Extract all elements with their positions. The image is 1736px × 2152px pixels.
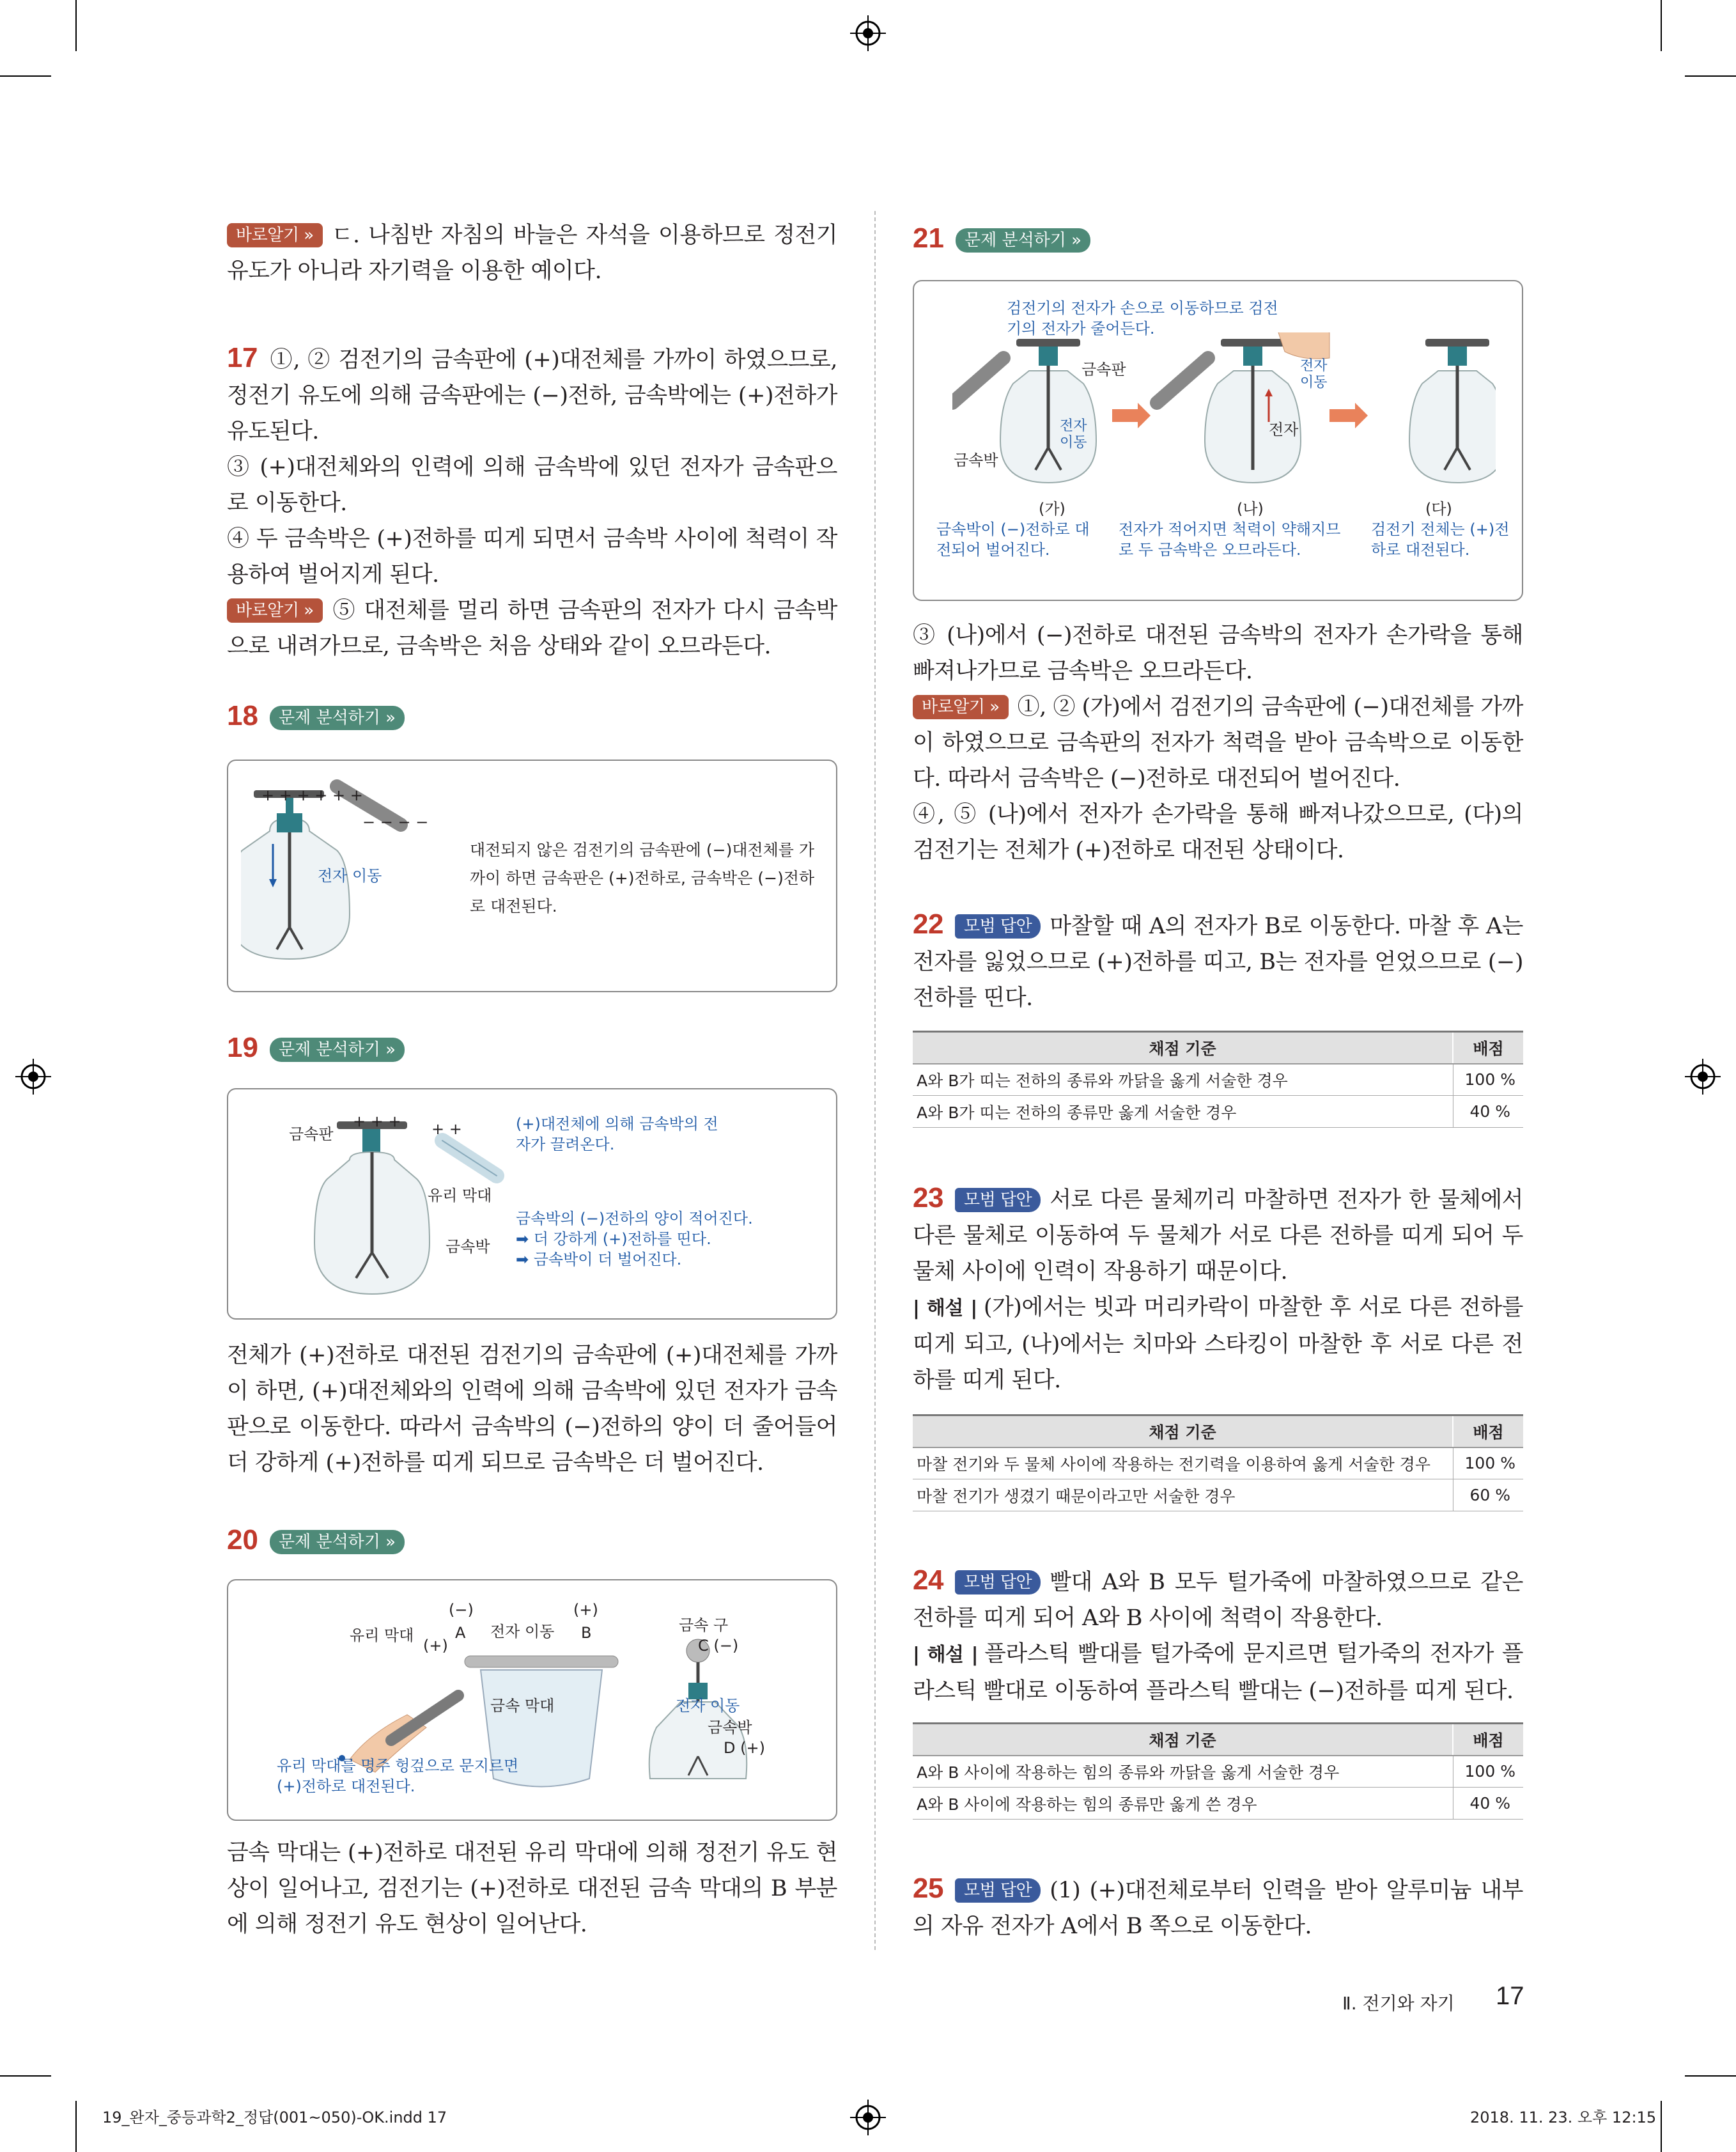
crop-mark [0,75,51,77]
electron-move-label: 전자 이동 [318,867,382,885]
q21-paragraph-3: ④, ⑤ (나)에서 전자가 손가락을 통해 빠져나갔으므로, (다)의 검전기는 전체가 (+)전하로 대전된 상태이다. [913,802,1523,863]
plate-label: 금속판 [289,1125,334,1143]
analysis-badge: 문제 분석하기 » [956,228,1090,253]
q19-note-2: 금속박의 (−)전하의 양이 적어진다. ➡ 더 강하게 (+)전하를 띤다. ➡ 금속박이 더 벌어진다. [516,1210,753,1268]
metal-rod-label: 금속 막대 [490,1697,555,1715]
label-ga: (가) [1039,500,1066,518]
q21-paragraph-2: 바로알기 » ①, ② (가)에서 검전기의 금속판에 (−)대전체를 가까이 하였으므로 금속판의 전자가 척력을 받아 금속박으로 이동한다. 따라서 금속박은 (−)전하로 대전되어 벌어진다. [913,694,1523,791]
electron-label: 전자 [1269,421,1299,439]
model-answer-badge: 모범 답안 [955,1878,1041,1903]
q20-heading: 20 문제 분석하기 » [227,1524,414,1556]
q21-heading: 21 문제 분석하기 » [913,222,1099,254]
correction-badge: 바로알기 » [227,598,323,623]
left-column [227,217,837,664]
model-answer-badge: 모범 답안 [955,1570,1041,1595]
q18-heading: 18 문제 분석하기 » [227,700,414,732]
slug-file: 19_완자_중등과학2_정답(001~050)-OK.indd 17 [102,2109,447,2126]
q22-answer: 22 모범 답안 마찰할 때 A의 전자가 B로 이동한다. 마찰 후 A는 전자를 잃었으므로 (+)전하를 띠고, B는 전자를 얻었으므로 (−)전하를 띤다. [913,908,1523,1011]
crop-mark [1661,0,1662,51]
label-na: (나) [1237,500,1264,518]
q23-answer: 23 모범 답안 서로 다른 물체끼리 마찰하면 전자가 한 물체에서 다른 물체로 이동하여 두 물체가 서로 다른 전하를 띠게 되어 두 물체 사이에 인력이 작용하기 때문이다. | 해설 | (가)에서는 빗과 머리카락이 마찰한 후 서로 다른 전하를 띠게 되고, (나)에서는 치마와 스타킹이 마찰한 후 서로 다른 전하를 띠게 된다. [913,1182,1523,1393]
table-row: 마찰 전기와 두 물체 사이에 작용하는 전기력을 이용하여 옳게 서술한 경우 100 % [913,1447,1523,1479]
electron-move-label-2: 전자 이동 [1300,358,1328,391]
end-b-label: B [581,1624,592,1642]
end-a-minus-label: (−) [449,1601,474,1619]
correction-badge: 바로알기 » [913,695,1009,719]
table-row: A와 B 사이에 작용하는 힘의 종류와 까닭을 옳게 서술한 경우 100 % [913,1756,1523,1788]
q17-paragraph-4: 바로알기 » ⑤ 대전체를 멀리 하면 금속판의 전자가 다시 금속박으로 내려가므로, 금속박은 처음 상태와 같이 오므라든다. [227,598,837,659]
analysis-badge: 문제 분석하기 » [270,706,405,730]
caption-na: 전자가 적어지면 척력이 약해지므로 두 금속박은 오므라든다. [1119,520,1341,559]
q20-text: 금속 막대는 (+)전하로 대전된 유리 막대에 의해 정전기 유도 현상이 일어나고, 검전기는 (+)전하로 대전된 금속 막대의 B 부분에 의해 정전기 유도 현상이 일어난다. [227,1840,837,1937]
electron-move-label-2: 전자 이동 [676,1697,740,1715]
slug-date: 2018. 11. 23. 오후 12:15 [1470,2109,1657,2126]
running-title: Ⅱ. 전기와 자기 [1342,1993,1455,2014]
correction-badge: 바로알기 » [227,223,323,247]
table-row: A와 B 사이에 작용하는 힘의 종류만 옳게 쓴 경우 40 % [913,1788,1523,1820]
crop-mark [1685,2075,1736,2077]
crop-mark [75,0,77,51]
foil-label: 금속박 [446,1238,490,1256]
q19-note-1: (+)대전체에 의해 금속박의 전자가 끌려온다. [516,1115,718,1153]
table-row: A와 B가 띠는 전하의 종류와 까닭을 옳게 서술한 경우 100 % [913,1064,1523,1096]
electroscope-diagram [311,1115,541,1313]
q18-caption: 대전되지 않은 검전기의 금속판에 (−)대전체를 가까이 하면 금속판은 (+)전하로, 금속박은 (−)전하로 대전된다. [470,841,815,916]
point-c-label: C (−) [698,1637,739,1655]
q19-text: 전체가 (+)전하로 대전된 검전기의 금속판에 (+)대전체를 가까이 하면, (+)대전체와의 인력에 의해 금속박에 있던 전자가 금속판으로 이동한다. 따라서 금속박의 (−)전하의 양이 더 줄어들어 더 강하게 (+)전하를 띠게 되므로 금속박은 더 벌어진다. [227,1343,837,1476]
end-b-plus-label: (+) [573,1601,598,1619]
q21-top-note: 검전기의 전자가 손으로 이동하므로 검전기의 전자가 줄어든다. [1007,299,1278,338]
crop-mark [0,2075,51,2077]
q24-answer: 24 모범 답안 빨대 A와 B 모두 털가죽에 마찰하였으므로 같은 전하를 띠게 되어 A와 B 사이에 척력이 작용한다. | 해설 | 플라스틱 빨대를 털가죽에 문지르면 털가죽의 전자가 플라스틱 빨대로 이동하여 플라스틱 빨대는 (−)전하를 띠게 된다. [913,1564,1524,1704]
registration-mark-icon [850,2100,886,2135]
q21-answer [913,618,1523,868]
glass-rod-label: 유리 막대 [350,1626,414,1644]
label-da: (다) [1425,500,1452,518]
q20-figure-box [227,1579,837,1821]
explanation-label: | 해설 | [913,1297,977,1320]
question-number: 17 [227,342,258,373]
end-a-label: A [455,1624,466,1642]
q17-paragraph-2: ③ (+)대전체와의 인력에 의해 금속박에 있던 전자가 금속판으로 이동한다. [227,455,837,516]
metal-ball-label: 금속 구 [679,1616,729,1634]
rod-plus-label: (+) [423,1637,448,1655]
question-number: 25 [913,1873,943,1904]
q21-paragraph-1: ③ (나)에서 (−)전하로 대전된 금속박의 전자가 손가락을 통해 빠져나가므로 금속박은 오므라든다. [913,623,1523,684]
crop-mark [75,2101,77,2152]
model-answer-badge: 모범 답안 [955,1188,1041,1212]
plus-charges-label: + + + + + + [261,786,363,804]
table-row: 마찰 전기가 생겼기 때문이라고만 서술한 경우 60 % [913,1479,1523,1511]
q18-figure-box [227,760,837,992]
model-answer-badge: 모범 답안 [955,914,1041,939]
registration-mark-icon [15,1059,51,1095]
q17-paragraph-3: ④ 두 금속박은 (+)전하를 띠게 되면서 금속박 사이에 척력이 작용하여 벌어지게 된다. [227,526,837,588]
electron-move-label: 전자 이동 [490,1623,555,1641]
rod-plus-charges-label: + + [431,1120,462,1138]
q23-grading-table: 채점 기준 배점 마찰 전기와 두 물체 사이에 작용하는 전기력을 이용하여 옳게 서술한 경우 100 % 마찰 전기가 생겼기 때문이라고만 서술한 경우 60 % [913,1414,1523,1511]
q19-figure-box [227,1088,837,1320]
minus-charges-label: − − − − [362,813,429,831]
q17-paragraph-1: 17 ①, ② 검전기의 금속판에 (+)대전체를 가까이 하였으므로, 정전기 유도에 의해 금속판에는 (−)전하, 금속박에는 (+)전하가 유도된다. [227,342,837,444]
caption-da: 검전기 전체는 (+)전하로 대전된다. [1371,520,1510,559]
foil-label: 금속박 [954,451,998,469]
q20-note: 유리 막대를 명주 헝겊으로 문지르면 (+)전하로 대전된다. [277,1757,519,1795]
q22-grading-table: 채점 기준 배점 A와 B가 띠는 전하의 종류와 까닭을 옳게 서술한 경우 100 % A와 B가 띠는 전하의 종류만 옳게 서술한 경우 40 % [913,1031,1523,1128]
q21-figure-box [913,280,1523,601]
question-number: 24 [913,1564,943,1596]
glass-rod-label: 유리 막대 [428,1187,492,1205]
plate-label: 금속판 [1081,361,1126,378]
crop-mark [1661,2101,1662,2152]
registration-mark-icon [1685,1059,1721,1095]
caption-ga: 금속박이 (−)전하로 대전되어 벌어진다. [936,520,1090,559]
point-d-label: D (+) [724,1739,765,1757]
column-divider [874,211,876,1950]
q19-heading: 19 문제 분석하기 » [227,1032,414,1064]
electron-move-label: 전자 이동 [1060,418,1087,451]
q24-grading-table: 채점 기준 배점 A와 B 사이에 작용하는 힘의 종류와 까닭을 옳게 서술한 경우 100 % A와 B 사이에 작용하는 힘의 종류만 옳게 쓴 경우 40 % [913,1722,1523,1820]
table-row: A와 B가 띠는 전하의 종류만 옳게 서술한 경우 40 % [913,1096,1523,1128]
foil-label: 금속박 [708,1719,752,1736]
crop-mark [1685,75,1736,77]
registration-mark-icon [850,15,886,51]
analysis-badge: 문제 분석하기 » [270,1038,405,1062]
explanation-label: | 해설 | [913,1644,979,1666]
analysis-badge: 문제 분석하기 » [270,1530,405,1554]
page-number: 17 [1496,1982,1524,2010]
question-number: 23 [913,1182,943,1213]
three-step-diagram [952,332,1496,492]
question-number: 22 [913,908,943,940]
q25-answer: 25 모범 답안 (1) (+)대전체로부터 인력을 받아 알루미늄 내부의 자유 전자가 A에서 B 쪽으로 이동한다. [913,1873,1523,1939]
intro-paragraph: 바로알기 » ㄷ. 나침반 자침의 바늘은 자석을 이용하므로 정전기 유도가 아니라 자기력을 이용한 예이다. [227,222,837,284]
plus-charges-label: + + + [353,1112,401,1130]
